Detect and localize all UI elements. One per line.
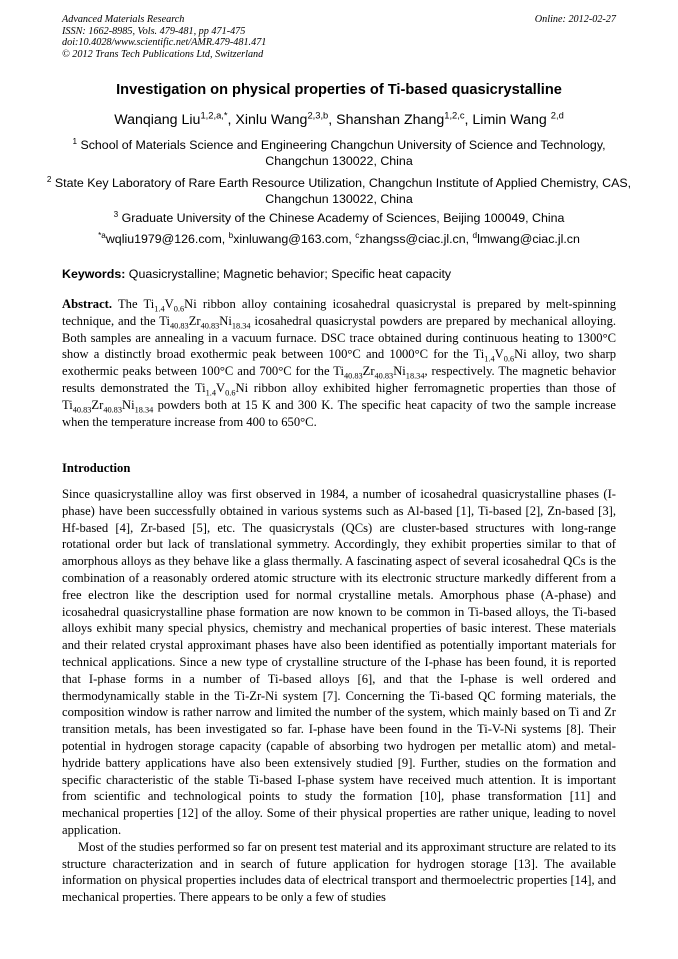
abstract-text: , respectively. The magnetic behavior results demonstrated the Ti (62, 364, 616, 395)
introduction-heading: Introduction (62, 461, 131, 475)
abstract-text: The Ti (112, 297, 155, 311)
subscript: 1.4 (154, 304, 165, 314)
email-link[interactable]: lmwang@ciac.jl.cn (477, 232, 580, 246)
abstract-text: Ni (219, 313, 232, 328)
subscript: 18.34 (231, 321, 251, 331)
subscript: 40.83 (343, 371, 363, 381)
abstract-text: Ni (121, 397, 135, 412)
abstract-text: Zr (362, 364, 375, 379)
issn-line: ISSN: 1662-8985, Vols. 479-481, pp 471-475 (62, 25, 246, 37)
subscript: 40.83 (72, 405, 92, 415)
keywords-text: Quasicrystalline; Magnetic behavior; Specific heat capacity (125, 267, 452, 281)
abstract-text: Ni alloy, two sharp exothermic peaks between 100°C and 700°C for the Ti (62, 347, 616, 379)
email-line (40, 231, 638, 247)
abstract (62, 296, 616, 430)
abstract-text: Zr (91, 397, 104, 412)
affiliation-text: School of Materials Science and Engineering Changchun University of Science and Technology, Changchun 130022, China (80, 138, 606, 168)
subscript: 1.4 (484, 354, 495, 364)
author-name: Xinlu Wang (235, 112, 308, 128)
subscript: 18.34 (405, 371, 425, 381)
affiliation-text: State Key Laboratory of Rare Earth Resource Utilization, Changchun Institute of Applied Chemistry, CAS, Changchun 130022, China (54, 176, 632, 206)
abstract-text: Ni (393, 364, 406, 379)
keywords (62, 267, 616, 281)
affiliation-number: 3 (113, 209, 119, 219)
author-name: Wanqiang Liu (114, 112, 201, 128)
abstract-text: V (216, 380, 226, 395)
abstract-text: Zr (188, 313, 201, 328)
author-sup: 1,2,a,* (200, 110, 228, 121)
abstract-text: Ni ribbon alloy exhibited higher ferromagnetic properties than those of Ti (62, 380, 616, 412)
abstract-text: icosahedral quasicrystal powders are prepared by mechanical alloying. Both samples are annealing in a vacuum furnace. DSC trace obtained during continuous heating to 1300°C show a distinctly broad exothermic peak between 100°C and 1000°C for the Ti (62, 313, 617, 362)
introduction-body (62, 486, 616, 906)
journal-header (62, 14, 616, 60)
subscript: 40.83 (200, 321, 220, 331)
email-sup: c (355, 230, 360, 240)
subscript: 40.83 (170, 321, 189, 331)
subscript: 0.6 (225, 388, 236, 398)
email-sup: d (472, 230, 478, 240)
journal-name: Advanced Materials Research (62, 14, 185, 25)
paper-title: Investigation on physical properties of Ti-based quasicrystalline (116, 82, 562, 98)
subscript: 0.6 (173, 304, 185, 314)
abstract-text: V (494, 347, 504, 362)
email-link[interactable]: zhangss@ciac.jl.cn, (359, 232, 473, 246)
subscript: 18.34 (134, 405, 154, 415)
email-sup: b (228, 230, 234, 240)
affiliation-3 (40, 210, 638, 226)
keywords-label: Keywords: (62, 267, 126, 281)
email-link[interactable]: xinluwang@163.com, (233, 232, 356, 246)
author-list: Wanqiang Liu$^{1,2,a,*}$, Xinlu Wang$^{2,3,b}$, Shanshan Zhang$^{1,2,c}$, Limin Wang $^{2,d}$ (114, 110, 564, 128)
subscript: 0.6 (503, 354, 515, 364)
subscript: 1.4 (205, 388, 217, 398)
intro-paragraph-1: Since quasicrystalline alloy was first observed in 1984, a number of icosahedral quasicrystalline phases (I-phase) have been successfully obtained in various systems such as Al-based [1], Ti-based [2], Zn-based [3], Hf-based [4], Zr-based [5], etc. The quasicrystals (QCs) are cluster-based structures with long-range rotational order but lack of translational symmetry. Accordingly, they exhibit properties similar to that of amorphous alloys as they behave like a glass thermally. A fascinating aspect of several icosahedral QCs is the combination of a reasonably ordered atomic structure with its electronic structure markedly different from a free electron like the description used for normal crystalline metals. Amorphous phase (A-phase) and icosahedral quasicrystalline phase formation are now known to be common in Ti-based alloys, the Ti-based alloys exhibit many special physics, chemistry and mechanical properties of basic interest. These materials and their related crystal approximant phases have also been identified as potentially important materials for technical applications. Since a new type of crystalline structure of the I-phase has been found, it is reported that I-phase forms in a number of Ti-based alloys [6], and that the I-phase is well ordered and thermodynamically stable in the Ti-Zr-Ni system [7]. Concerning the Ti-based QC forming materials, the composition window is rather narrow and limited the number of the system, which mainly based on Ti and Zr transition metals, has been investigated so far. I-phase have been found in the Ti-V-Ni systems [8]. Their potential in hydrogen storage capacity (capable of absorbing two hydrogen per metallic atom) and metal-hydride battery applications have also been extensively studied [9]. Further, studies on the formation and specific characteristic of the stable Ti-based I-phase system have received much attention. It is important from scientific and technological points to study the formation [10], phase transformation [11] and mechanical properties [12] of the alloy. Some of their physical properties are rather unique, leading to novel application. (62, 487, 616, 837)
abstract-text: V (164, 297, 174, 311)
affiliation-number: 1 (72, 136, 77, 146)
author-sup: 2,d (550, 110, 564, 121)
affiliation-2 (40, 175, 638, 207)
abstract-text: powders both at 15 K and 300 K. The specific heat capacity of two the sample increase when the temperature increase from 400 to 650°C. (62, 397, 616, 429)
subscript: 40.83 (103, 405, 122, 415)
author-sup: 1,2,c (444, 110, 465, 121)
affiliation-text: Graduate University of the Chinese Academy of Sciences, Beijing 100049, China (121, 211, 565, 225)
author-name: Shanshan Zhang (336, 112, 445, 128)
author-sup: 2,3,b (307, 110, 329, 121)
abstract-label: Abstract. (62, 297, 113, 311)
subscript: 40.83 (374, 371, 394, 381)
copyright-line: © 2012 Trans Tech Publications Ltd, Switzerland (62, 48, 264, 60)
email-link[interactable]: wqliu1979@126.com, (105, 232, 229, 246)
intro-paragraph-2: Most of the studies performed so far on present test material and its approximant structure are related to its structure characterization and in search of future application for hydrogen storage [13]. The available information on physical properties includes data of electrical transport and thermoelectric properties [14], and mechanical properties. There appears to be only a few of studies (62, 839, 616, 905)
abstract-text: Ni ribbon alloy containing icosahedral quasicrystal is prepared by melt-spinning technique, and the Ti (62, 297, 617, 328)
online-date: Online: 2012-02-27 (534, 14, 616, 25)
email-sup: *a (98, 230, 106, 240)
doi-line: doi:10.4028/www.scientific.net/AMR.479-481.471 (62, 37, 267, 49)
affiliation-number: 2 (46, 174, 52, 184)
affiliation-1 (40, 137, 638, 169)
author-name: Limin Wang (472, 112, 547, 128)
